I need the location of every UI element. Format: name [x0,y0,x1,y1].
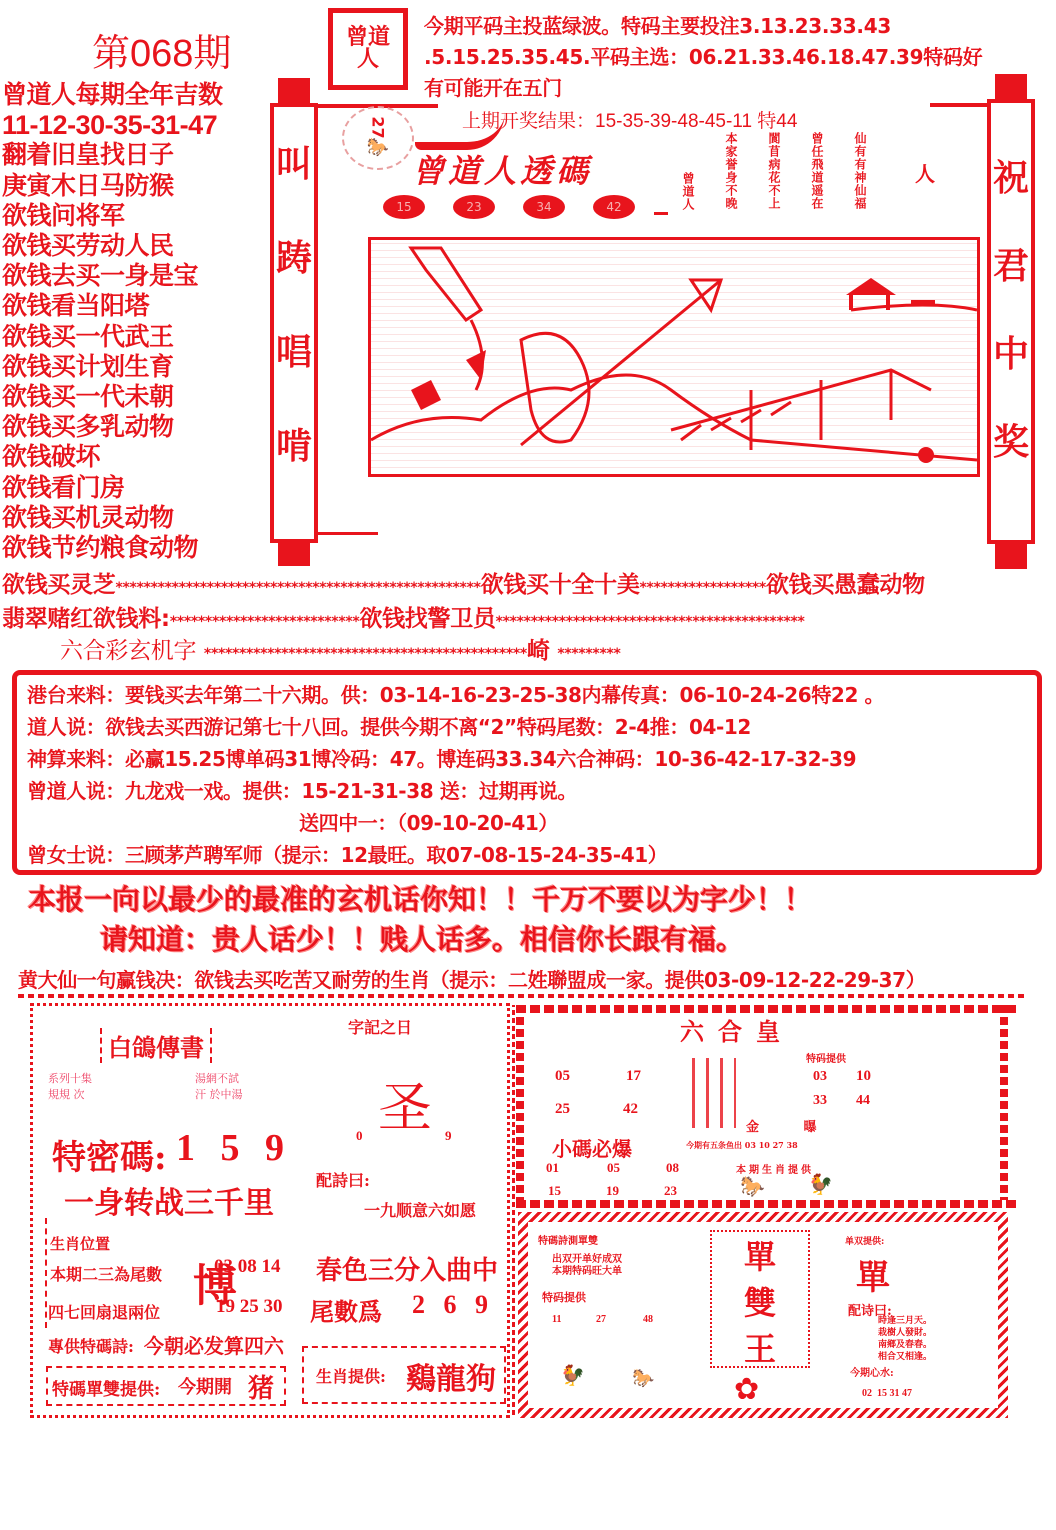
right-scroll [987,99,1035,544]
poem-text: 一九顺意六如愿 [364,1201,477,1220]
flower-icon: ✿ [734,1372,760,1407]
divider [512,1005,515,1415]
horse-icon: 🐎 [740,1174,765,1198]
gold-label: 金 曝 [746,1120,837,1135]
poem-col: 仙有有神仙福 [853,132,867,210]
tail-digits: 2 6 9 [412,1290,494,1319]
scroll-rod [930,103,988,107]
dsw-heart-label: 今期心水: [850,1368,894,1379]
small-code-title: 小碼必爆 [552,1137,632,1161]
info-box [12,670,1042,875]
odd-even-zodiac: 猪 [248,1374,275,1404]
poem-tail: 人 [915,162,935,186]
poem-col: 閬苜病花不上 [767,132,781,210]
last-draw-result: 上期开奖结果：15-35-39-48-45-11 特44 [462,111,798,132]
special-poem-label: 專供特碼詩: [48,1337,134,1356]
riddle-left: 六合彩玄机字 [60,638,197,664]
dsw-provide-num: 48 [643,1314,653,1325]
riddle-right: 欲钱买愚蠢动物 [765,572,925,598]
dsw-heart-nums: 02 15 31 47 [862,1388,912,1399]
scroll-char: 奖 [992,422,1029,463]
dsw-poem-line: 本期特码旺大单 [552,1266,622,1277]
lhh-num: 17 [626,1068,641,1084]
info-row: 港台来料：要钱买去年第二十六期。供：03-14-16-23-25-38内幕传真：06-10-24-26特22 。 [27,683,885,707]
lhh-special-num: 10 [856,1068,871,1084]
scroll-cap-bottom-left [278,540,310,566]
poem-col: 本家誉身不晚 [724,132,738,210]
horse-icon: 🐎 [632,1368,655,1389]
small-num: 15 [548,1183,561,1198]
dsw-poem-lines [878,1315,932,1363]
lhh-num: 05 [555,1068,570,1084]
left-line: 欲钱破坏 [2,442,101,472]
riddle-left: 翡翠赌红欲钱料: [2,606,170,632]
riddle-middle: 欲钱找警卫员 [359,606,496,632]
info-row: 曾道人说：九龙戏一戏。提供：15-21-31-38 送：过期再说。 [27,779,577,803]
small-num: 23 [664,1183,677,1198]
top-line-2: .5.15.25.35.45.平码主选：06.21.33.46.18.47.39特码好 [424,45,983,69]
info-row: 神算来料：必赢15.25博单码31博冷码：47。博连码33.34六合神码：10-36-42-17-32-39 [27,747,857,771]
left-line: 欲钱买多乳动物 [2,412,174,442]
small-num: 05 [607,1160,620,1175]
scroll-char: 叫 [275,144,312,185]
left-line: 欲钱买一代未朝 [2,382,174,412]
zodiac-label: 生肖提供: [316,1367,386,1386]
dsw-poem-line: 栽樹人發財。 [878,1328,933,1338]
slogan-2: 请知道：贵人话少！！贱人话多。相信你长跟有福。 [100,923,745,956]
bo-char: 博 [185,1262,236,1306]
top-line-1: 今期平码主投蓝绿波。特码主要投注3.13.23.33.43 [424,14,891,38]
left-line: 翻着旧皇找日子 [2,140,174,170]
odd-even-value: 今期開 [178,1377,232,1398]
tail-label: 尾數爲 [310,1297,382,1326]
left-line: 欲钱买机灵动物 [2,502,174,532]
star-fill: ******************************************** [495,614,805,630]
zodiac-value: 鷄龍狗 [406,1362,496,1397]
stamp-number: 27 [368,116,388,139]
lhh-special-num: 03 [813,1069,827,1084]
scroll-cap-bottom-right [995,543,1027,569]
issue-number: 第068期 [92,33,232,75]
riddle-line-2 [2,600,805,633]
star-fill: *************************** [169,614,360,630]
dsw-poem-title: 特碼詩測單雙 [538,1236,598,1247]
poem-columns [680,132,869,211]
char-digit-left: 0 [356,1128,363,1143]
number-ball: 23 [453,195,495,219]
left-line: 曾道人每期全年吉数 [2,80,223,109]
special-poem: 一身转战三千里 [64,1186,274,1221]
zodiac-position-line2: 四七回扇退兩位 [48,1303,161,1322]
bo-numbers-row2: 19 25 30 [216,1296,283,1317]
left-line: 欲钱问将军 [2,200,125,230]
liuhehuang-title: 六合皇 [680,1017,794,1046]
star-fill: ****************** [639,580,766,596]
white-dove-title: 白鴿傳書 [100,1028,212,1063]
brush-stroke [415,112,505,150]
lhh-num: 42 [623,1101,638,1117]
scroll-cap-top-left [278,78,310,104]
fisherman-bridge-illustration [371,240,977,474]
scroll-char: 踌 [275,238,312,279]
lhh-special-num: 33 [813,1093,827,1108]
left-line: 欲钱买计划生育 [2,351,174,381]
left-line: 欲钱去买一身是宝 [2,261,199,291]
rooster-icon: 🐓 [560,1363,585,1387]
dsw-provide-label: 特码提供 [542,1291,586,1304]
huang-daxian-line: 黄大仙一句赢钱决：欲钱去买吃苦又耐劳的生肖（提示：二姓聯盟成一家。提供03-09-12-22-29-37） [18,968,926,992]
number-ball: 15 [383,195,425,219]
left-line: 庚寅木日马防猴 [2,170,174,200]
small-num: 08 [666,1160,679,1175]
seal-text: 曾道人 [345,25,390,72]
top-line-3: 有可能开在五门 [424,76,562,100]
picture-title: 曾道人透碼 [412,152,593,190]
left-line: 欲钱买一代武王 [2,321,174,351]
scroll-char: 君 [992,246,1029,287]
scroll-char: 中 [992,334,1029,375]
zodiac-position-title: 生肖位置 [50,1235,111,1253]
fine-print-columns [688,1058,736,1128]
odd-even-label: 特碼單雙提供: [52,1380,161,1400]
small-num: 01 [546,1160,559,1175]
scroll-rod [318,532,378,535]
lhh-num: 25 [555,1101,570,1117]
lhh-special-title: 特码提供 [806,1054,846,1065]
left-line: 欲钱看当阳塔 [2,291,150,321]
seal-logo [328,8,408,90]
info-row: 道人说：欲钱去买西游记第七十八回。提供今期不离“2”特码尾数：2-4推：04-12 [27,715,751,739]
zodiac-provide-title: 本期生肖提供 [736,1165,814,1176]
illustration-frame [368,237,980,477]
riddle-middle: 欲钱买十全十美 [480,572,640,598]
fish-row: 今期有五条鱼出 03 10 27 38 [686,1140,798,1150]
rooster-icon: 🐓 [808,1172,833,1196]
left-line: 欲钱节约粮食动物 [2,533,199,563]
dsw-big-char: 單 [743,1238,776,1276]
left-line: 11-12-30-35-31-47 [2,110,218,141]
dsw-big-box [710,1230,810,1368]
dsw-poem-line: 出双开单好成双 [552,1254,622,1265]
slogan-1: 本报一向以最少的最准的玄机话你知！！千万不要以为字少！！ [28,883,813,916]
dsw-right-title: 单双提供: [845,1237,885,1247]
border-pattern [1000,1005,1008,1205]
star-fill: **************************************************** [115,580,481,596]
left-column [2,80,223,563]
dsw-provide-num: 11 [552,1314,562,1325]
dsw-right-char: 單 [856,1258,890,1298]
riddle-middle: 崎 [526,638,550,664]
border-pattern [516,1005,524,1205]
horse-icon: 🐎 [366,137,390,158]
scroll-char: 祝 [992,158,1029,199]
stamp-badge [342,106,414,170]
dsw-big-char: 雙 [743,1284,776,1322]
small-num: 19 [606,1183,619,1198]
char-of-day-title: 字記之日 [348,1018,413,1037]
riddle-line-1 [2,566,925,599]
riddle-left: 欲钱买灵芝 [2,572,116,598]
dsw-poem-line: 時逢三月天。 [878,1316,933,1326]
dsw-poem-line: 南鄉及春春。 [878,1340,933,1350]
lhh-special-num: 44 [856,1093,870,1108]
special-code-label: 特密碼: [52,1138,167,1178]
info-row: 曾女士说：三顾茅芦聘军师（提示：12最旺。取07-08-15-24-35-41） [27,843,668,867]
info-row: 送四中一：（09-10-20-41） [299,811,559,835]
number-ball: 34 [523,195,565,219]
scroll-char: 唱 [275,332,312,373]
border-pattern [516,1200,1016,1208]
poem-col: 曾道人 [681,172,695,211]
dsw-poem-line: 相合又相逢。 [878,1352,933,1362]
scroll-char: 啃 [275,426,312,467]
dsw-poem-label: 配诗曰: [848,1304,892,1319]
left-line: 欲钱买劳动人民 [2,231,174,261]
dsw-big-char: 王 [743,1330,776,1368]
riddle-line-3 [60,632,621,665]
number-ball: 42 [593,195,635,219]
star-fill: ********************************************** [203,646,527,662]
divider [18,994,1028,998]
faded-text: 湯網不試 汗 於中湯 [195,1072,243,1101]
headline-poem: 春色三分入曲中 [316,1256,499,1286]
left-line: 欲钱看门房 [2,472,125,502]
bo-numbers-row1: 03 08 14 [214,1256,281,1277]
faded-text: 系列十集 規規 次 [48,1072,92,1101]
left-scroll [270,103,318,543]
scroll-cap-top-right [995,74,1027,100]
zodiac-position-line1: 本期二三為尾數 [50,1265,163,1284]
char-digit-right: 9 [445,1128,452,1143]
char-of-day: 圣 [378,1076,432,1139]
dsw-provide-num: 27 [596,1314,606,1325]
special-poem-value: 今朝必发算四六 [144,1334,284,1358]
special-code-digits: 1 5 9 [176,1127,292,1169]
star-fill: ********* [557,646,621,662]
poem-label: 配詩曰: [316,1171,370,1190]
ball-row [383,195,635,219]
poem-col: 曾任飛道遥在 [810,132,824,210]
dash-mark [654,212,668,215]
